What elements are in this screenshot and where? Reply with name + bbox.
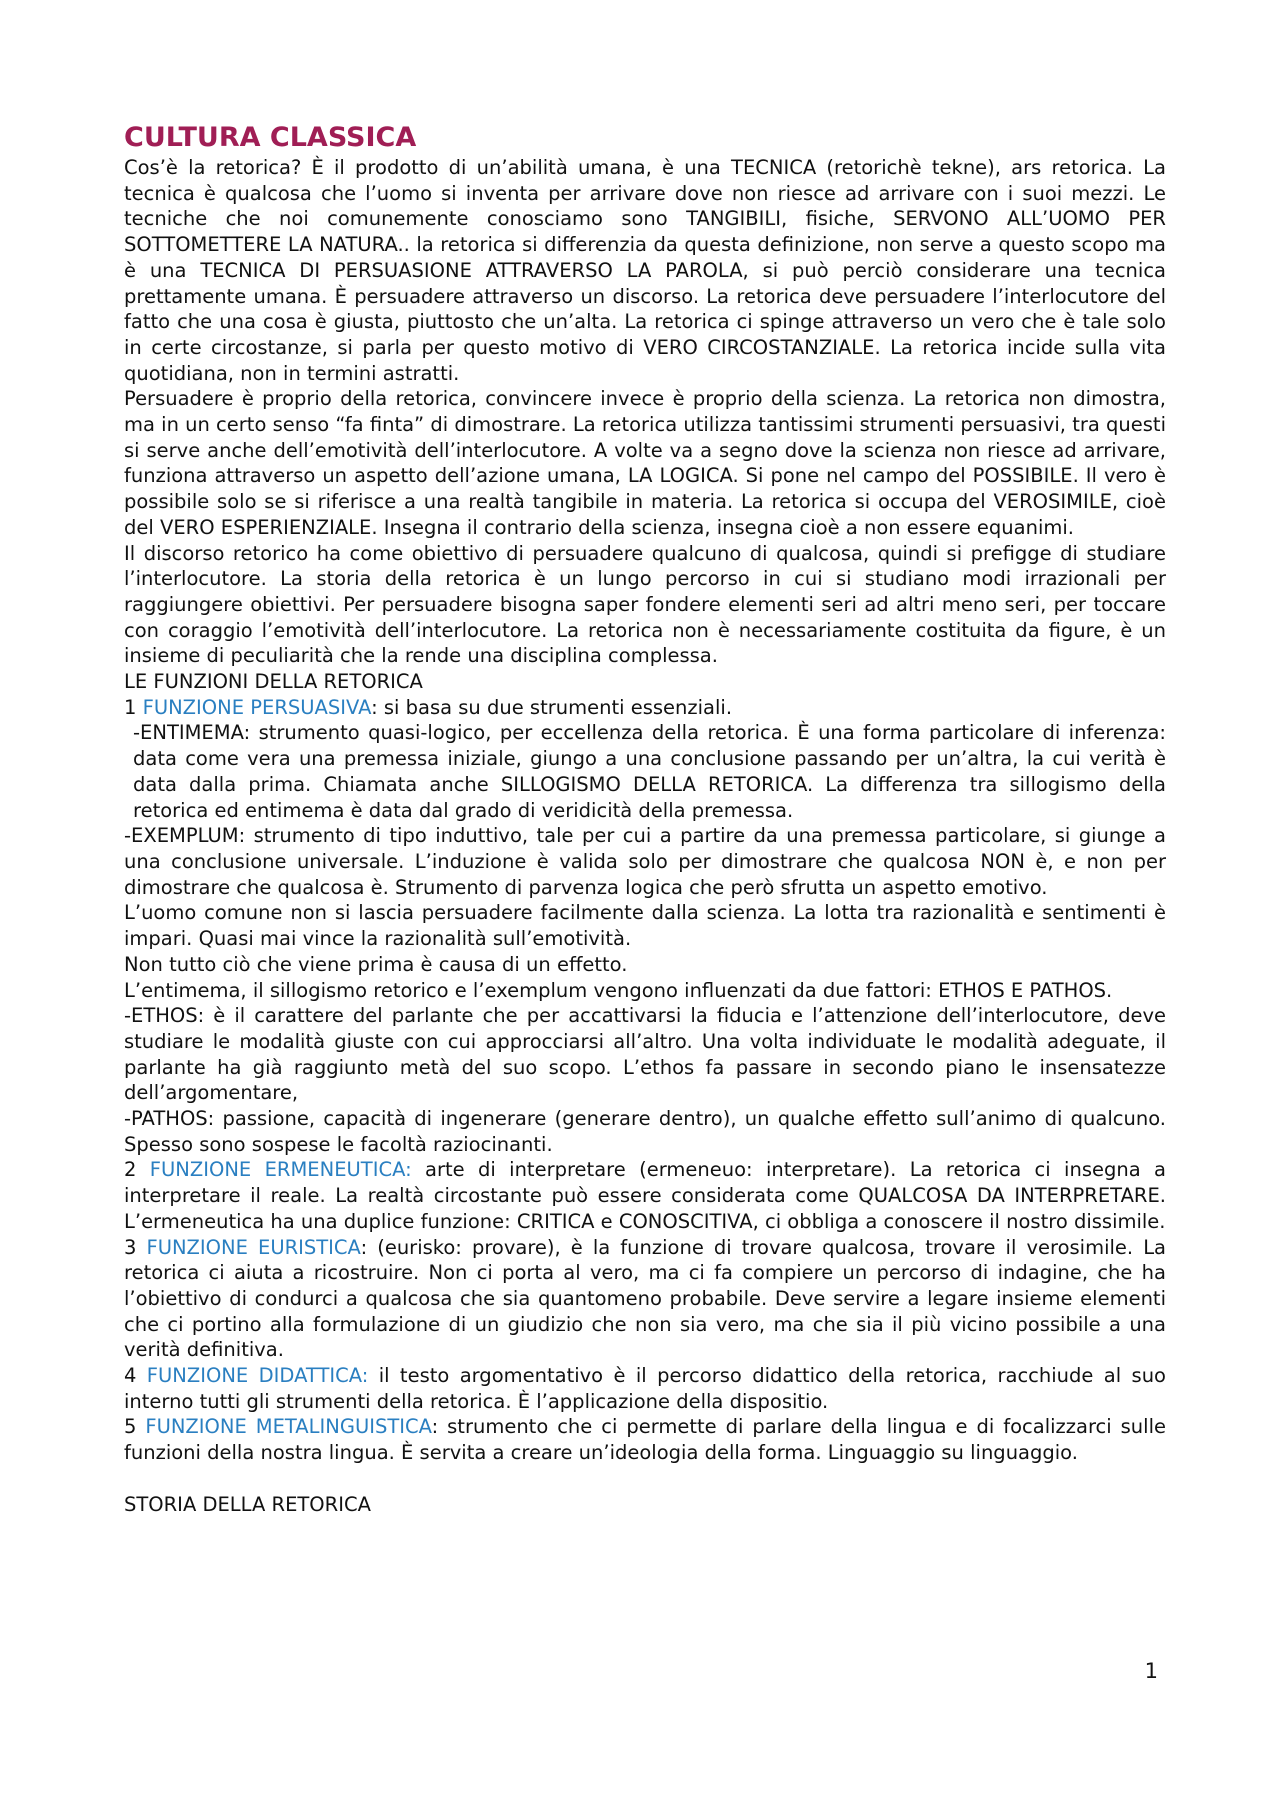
funzione-5-text: : strumento che ci permette di parlare della lingua e di focalizzarci sulle funzioni della nostra lingua. È servita a creare un’ideologia della forma. Linguaggio su linguaggio. [124, 1415, 1166, 1465]
heading-storia: STORIA DELLA RETORICA [124, 1492, 371, 1516]
paragraph-uomo-comune: L’uomo comune non si lascia persuadere facilmente dalla scienza. La lotta tra razionalità e sentimenti è impari. Quasi mai vince la razionalità sull’emotività. [124, 901, 1166, 951]
paragraph-entimema-ethos-pathos: L’entimema, il sillogismo retorico e l’exemplum vengono influenzati da due fattori: ETHOS E PATHOS. [124, 978, 1113, 1002]
funzione-1-label: FUNZIONE PERSUASIVA [142, 695, 372, 719]
blank-line [124, 1466, 1166, 1492]
paragraph-non-tutto: Non tutto ciò che viene prima è causa di un effetto. [124, 952, 628, 976]
funzione-4-label: FUNZIONE DIDATTICA: [146, 1364, 369, 1388]
page-title: CULTURA CLASSICA [124, 122, 417, 153]
funzione-5 [124, 1414, 1166, 1465]
page-content [124, 122, 1166, 1517]
paragraph-ethos: -ETHOS: è il carattere del parlante che per accattivarsi la fiducia e l’attenzione dell’interlocutore, deve studiare le modalità giuste con cui approcciarsi all’altro. Una volta individuate le modalità adeguate, il parlante ha già raggiunto metà del suo scopo. L’ethos fa passare in secondo piano le insensatezze dell’argomentare, [124, 1004, 1166, 1105]
funzione-3-text: : (eurisko: provare), è la funzione di trovare qualcosa, trovare il verosimile. La retorica ci aiuta a ricostruire. Non ci porta al vero, ma ci fa compiere un percorso di indagine, che ha l’obiettivo di condurci a qualcosa che sia quantomeno probabile. Deve servire a legare insieme elementi che ci portino alla formulazione di un giudizio che non sia vero, ma che sia il più vicino possibile a una verità definitiva. [124, 1235, 1167, 1362]
funzione-5-number: 5 [124, 1415, 146, 1439]
funzione-3 [124, 1235, 1166, 1364]
paragraph-pathos: -PATHOS: passione, capacità di ingenerare (generare dentro), un qualche effetto sull’animo di qualcuno. Spesso sono sospese le facoltà raziocinanti. [124, 1107, 1166, 1156]
funzione-2-number: 2 [124, 1158, 150, 1182]
page-number: 1 [1144, 1659, 1158, 1683]
paragraph-entimema: -ENTIMEMA: strumento quasi-logico, per eccellenza della retorica. È una forma particolare di inferenza: data come vera una premessa iniziale, giungo a una conclusione passando per un’altra, la cui verità è data dalla prima. Chiamata anche SILLOGISMO DELLA RETORICA. La differenza tra sillogismo della retorica ed entimema è data dal grado di veridicità della premessa. [133, 721, 1166, 822]
funzione-1-number: 1 [124, 695, 143, 719]
funzione-5-label: FUNZIONE METALINGUISTICA [145, 1415, 432, 1439]
funzione-4-number: 4 [124, 1364, 147, 1388]
funzione-2 [124, 1157, 1166, 1234]
paragraph-persuadere: Persuadere è proprio della retorica, convincere invece è proprio della scienza. La retorica non dimostra, ma in un certo senso “fa finta” di dimostrare. La retorica utilizza tantissimi strumenti persuasivi, tra questi si serve anche dell’emotività dell’interlocutore. A volte va a segno dove la scienza non riesce ad arrivare, funziona attraverso un aspetto dell’azione umana, LA LOGICA. Si pone nel campo del POSSIBILE. Il vero è possibile solo se si riferisce a una realtà tangibile in materia. La retorica si occupa del VEROSIMILE, cioè del VERO ESPERIENZIALE. Insegna il contrario della scienza, insegna cioè a non essere equanimi. [124, 387, 1166, 539]
funzione-2-label: FUNZIONE ERMENEUTICA: [149, 1158, 412, 1182]
heading-funzioni: LE FUNZIONI DELLA RETORICA [124, 670, 423, 694]
funzione-4 [124, 1363, 1166, 1414]
funzione-3-label: FUNZIONE EURISTICA [146, 1235, 361, 1259]
paragraph-discorso-retorico: Il discorso retorico ha come obiettivo di persuadere qualcuno di qualcosa, quindi si prefigge di studiare l’interlocutore. La storia della retorica è un lungo percorso in cui si studiano modi irrazionali per raggiungere obiettivi. Per persuadere bisogna saper fondere elementi seri ad altri meno seri, per toccare con coraggio l’emotività dell’interlocutore. La retorica non è necessariamente costituita da figure, è un insieme di peculiarità che la rende una disciplina complessa. [124, 541, 1166, 668]
funzione-4-text: il testo argomentativo è il percorso didattico della retorica, racchiude al suo interno tutti gli strumenti della retorica. È l’applicazione della dispositio. [124, 1364, 1166, 1413]
funzione-3-number: 3 [124, 1235, 147, 1259]
funzione-1-text: : si basa su due strumenti essenziali. [371, 695, 733, 719]
funzione-1 [124, 695, 1166, 721]
paragraph-exemplum: -EXEMPLUM: strumento di tipo induttivo, tale per cui a partire da una premessa particolare, si giunge a una conclusione universale. L’induzione è valida solo per dimostrare che qualcosa NON è, e non per dimostrare che qualcosa è. Strumento di parvenza logica che però sfrutta un aspetto emotivo. [124, 824, 1166, 899]
paragraph-intro: Cos’è la retorica? È il prodotto di un’abilità umana, è una TECNICA (retorichè tekne), ars retorica. La tecnica è qualcosa che l’uomo si inventa per arrivare dove non riesce ad arrivare con i suoi mezzi. Le tecniche che noi comunemente conosciamo sono TANGIBILI, fisiche, SERVONO ALL’UOMO PER SOTTOMETTERE LA NATURA.. la retorica si differenzia da questa definizione, non serve a questo scopo ma è una TECNICA DI PERSUASIONE ATTRAVERSO LA PAROLA, si può perciò considerare una tecnica prettamente umana. È persuadere attraverso un discorso. La retorica deve persuadere l’interlocutore del fatto che una cosa è giusta, piuttosto che un’alta. La retorica ci spinge attraverso un vero che è tale solo in certe circostanze, si parla per questo motivo di VERO CIRCOSTANZIALE. La retorica incide sulla vita quotidiana, non in termini astratti. [124, 156, 1166, 385]
funzione-2-text: arte di interpretare (ermeneuo: interpretare). La retorica ci insegna a interpretare il reale. La realtà circostante può essere considerata come QUALCOSA DA INTERPRETARE. L’ermeneutica ha una duplice funzione: CRITICA e CONOSCITIVA, ci obbliga a conoscere il nostro dissimile. [124, 1158, 1166, 1233]
